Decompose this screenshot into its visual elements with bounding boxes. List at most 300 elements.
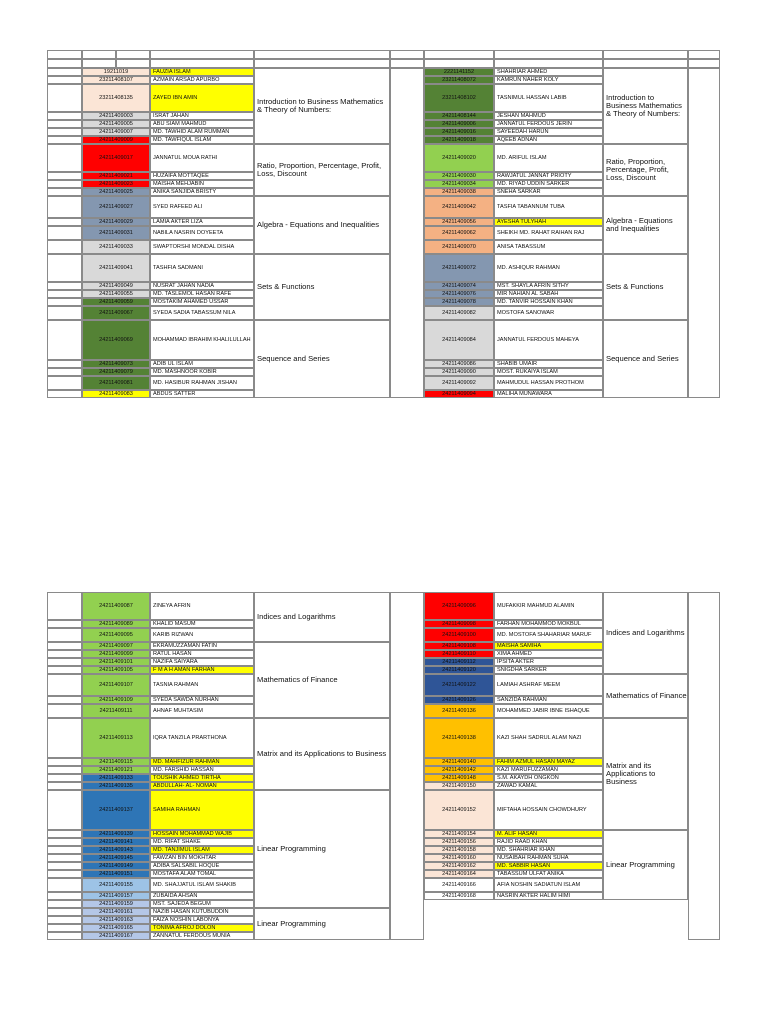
student-name: FAIZA NOSHIN LABONYA: [150, 916, 254, 924]
blank-cell: [47, 59, 82, 68]
blank-cell: [47, 790, 82, 830]
student-id: 24211409081: [82, 376, 150, 390]
student-name: JANNATUL MOUA RATHI: [150, 144, 254, 172]
student-id: 24211409038: [424, 188, 494, 196]
student-id: 24211409105: [82, 666, 150, 674]
student-name: HUZAIFA MOTTAQEE: [150, 172, 254, 180]
blank-cell: [47, 368, 82, 376]
blank-cell: [47, 862, 82, 870]
student-name: MD. TASLEMOL HASAN RAFE: [150, 290, 254, 298]
blank-cell: [47, 766, 82, 774]
blank-cell: [47, 674, 82, 696]
student-name: RAWJATUL JANNAT PRIOTY: [494, 172, 603, 180]
blank-cell: [254, 50, 390, 59]
student-name: M. ALIF HASAN: [494, 830, 603, 838]
topic-label: Introduction to Business Mathematics & Theory of Numbers:: [603, 68, 688, 144]
blank-cell: [47, 136, 82, 144]
student-id: 24211409069: [82, 320, 150, 360]
blank-cell: [47, 658, 82, 666]
blank-cell: [494, 50, 603, 59]
blank-cell: [47, 846, 82, 854]
blank-cell: [47, 226, 82, 240]
student-id: 24211409094: [424, 390, 494, 398]
student-name: NAZIFA SAIYARA: [150, 658, 254, 666]
student-id: 24211409137: [82, 790, 150, 830]
student-id: 24211409097: [82, 642, 150, 650]
student-id: 24211409049: [82, 282, 150, 290]
topic-label: Mathematics of Finance: [254, 642, 390, 718]
student-id: 24211409084: [424, 320, 494, 360]
student-name: AZMAIN ARSAD APURBO: [150, 76, 254, 84]
student-name: MD. TANJIMUL ISLAM: [150, 846, 254, 854]
student-id: 24211409145: [82, 854, 150, 862]
topic-label: Matrix and its Applications to Business: [603, 718, 688, 830]
blank-cell: [688, 592, 720, 940]
student-id: 24211409083: [82, 390, 150, 398]
student-id: 24211409034: [424, 180, 494, 188]
student-id: 24211409140: [424, 758, 494, 766]
blank-cell: [47, 282, 82, 290]
student-name: MUFAKKIR MAHMUD ALAMIN: [494, 592, 603, 620]
student-id: 24211409164: [424, 870, 494, 878]
student-id: 24211409138: [424, 718, 494, 758]
student-name: AYESHA TULYHAH: [494, 218, 603, 226]
student-id: 24211409096: [424, 592, 494, 620]
student-name: SYEDA SAWDA NURHAN: [150, 696, 254, 704]
student-name: MD. FARSHID HASSAN: [150, 766, 254, 774]
blank-cell: [47, 390, 82, 398]
topic-label: Matrix and its Applications to Business: [254, 718, 390, 790]
blank-cell: [47, 50, 82, 59]
student-id: 23211408107: [82, 76, 150, 84]
blank-cell: [688, 68, 720, 398]
student-id: 24211409122: [424, 674, 494, 696]
student-id: 24211409086: [424, 360, 494, 368]
student-id: 23211408072: [424, 76, 494, 84]
blank-cell: [47, 924, 82, 932]
student-id: 24211409152: [424, 790, 494, 830]
student-name: IPSITA AKTER: [494, 658, 603, 666]
student-id: 24211409143: [82, 846, 150, 854]
student-id: 24211409041: [82, 254, 150, 282]
student-name: MAISHA MEHJABIN: [150, 180, 254, 188]
student-name: ADIBA SALSABIL HOQUE: [150, 862, 254, 870]
student-name: SYEDA SADIA TABASSUM NILA: [150, 306, 254, 320]
student-id: 24211409023: [82, 180, 150, 188]
blank-cell: [603, 50, 688, 59]
student-name: NAZIB HASAN KUTUBUDDIN: [150, 908, 254, 916]
student-name: MD. MOSTOFA SHAHARIAR MARUF: [494, 628, 603, 642]
blank-cell: [47, 878, 82, 892]
blank-cell: [47, 320, 82, 360]
student-id: 24211409099: [82, 650, 150, 658]
student-name: ABDUS SATTER: [150, 390, 254, 398]
student-name: MD. ARIFUL ISLAM: [494, 144, 603, 172]
student-id: 24211409018: [424, 136, 494, 144]
student-id: 24211409108: [424, 642, 494, 650]
student-name: KARIB RIZWAN: [150, 628, 254, 642]
student-id: 24211409161: [82, 908, 150, 916]
student-name: F M A H AMAN FARHAN: [150, 666, 254, 674]
student-id: 23211408102: [424, 84, 494, 112]
blank-cell: [424, 59, 494, 68]
student-name: ZANNATUL FERDOUS MUNIA: [150, 932, 254, 940]
blank-cell: [47, 360, 82, 368]
student-id: 24211409095: [82, 628, 150, 642]
student-name: FAUZIA ISLAM: [150, 68, 254, 76]
student-id: 24211409150: [424, 782, 494, 790]
student-id: 24211409007: [82, 128, 150, 136]
student-id: 24211409082: [424, 306, 494, 320]
blank-cell: [150, 59, 254, 68]
student-name: MD. RIFAT SHAKE: [150, 838, 254, 846]
student-name: JANNATUL FERDOUS JERIN: [494, 120, 603, 128]
student-name: MST. SHAYLA AFRIN SITHY: [494, 282, 603, 290]
student-name: MOHAMMAD IBRAHIM KHALILULLAH: [150, 320, 254, 360]
student-id: 24211409092: [424, 376, 494, 390]
student-id: 24211409067: [82, 306, 150, 320]
student-id: 24211409136: [424, 704, 494, 718]
student-name: ZAYED IBN AMIN: [150, 84, 254, 112]
student-name: RAJID RAAD KHAN: [494, 838, 603, 846]
student-id: 24211409005: [82, 120, 150, 128]
student-name: ADIB UL ISLAM: [150, 360, 254, 368]
blank-cell: [254, 59, 390, 68]
blank-cell: [47, 144, 82, 172]
blank-cell: [424, 50, 494, 59]
student-name: MD. TAWHID ALAM RUMMAN: [150, 128, 254, 136]
topic-label: Mathematics of Finance: [603, 674, 688, 718]
student-id: 24211409062: [424, 226, 494, 240]
student-name: MD. HASIBUR RAHMAN JISHAN: [150, 376, 254, 390]
student-name: MIR NAHIAN AL SABAH: [494, 290, 603, 298]
student-id: 24211409016: [424, 128, 494, 136]
student-name: MD. SHAHRIAR KHAN: [494, 846, 603, 854]
blank-cell: [390, 68, 424, 398]
student-id: 24211409030: [424, 172, 494, 180]
blank-cell: [47, 650, 82, 658]
student-name: ABU SIAM MAHMUD: [150, 120, 254, 128]
student-name: SANZIDA RAHMAN: [494, 696, 603, 704]
student-id: 24211409163: [82, 916, 150, 924]
student-id: 24211409098: [424, 620, 494, 628]
blank-cell: [47, 290, 82, 298]
student-name: MOSTAKIM AHAMED USSAR: [150, 298, 254, 306]
blank-cell: [47, 180, 82, 188]
blank-cell: [390, 592, 424, 940]
blank-cell: [47, 900, 82, 908]
student-name: LAMIA AKTER LIZA: [150, 218, 254, 226]
student-name: SHEIKH MD. RAHAT RAIHAN RAJ: [494, 226, 603, 240]
student-name: ANIKA SANJIDA BRISTY: [150, 188, 254, 196]
blank-cell: [47, 704, 82, 718]
blank-cell: [47, 196, 82, 218]
student-id: 24211409135: [82, 782, 150, 790]
topic-label: Ratio, Proportion, Percentage, Profit, Loss, Discount: [603, 144, 688, 196]
blank-cell: [390, 50, 424, 59]
topic-label: Introduction to Business Mathematics & Theory of Numbers:: [254, 68, 390, 144]
student-id: 24211409168: [424, 892, 494, 900]
topic-label: Indices and Logarithms: [254, 592, 390, 642]
blank-cell: [688, 50, 720, 59]
student-id: 24211409025: [82, 188, 150, 196]
student-id: 24211409142: [424, 766, 494, 774]
student-id: 24211408144: [424, 112, 494, 120]
student-name: KAZI MARUFUZZAMAN: [494, 766, 603, 774]
student-name: TASNIA RAHMAN: [150, 674, 254, 696]
student-name: EKRAMUZZAMAN FATIN: [150, 642, 254, 650]
blank-cell: [47, 254, 82, 282]
blank-cell: [47, 76, 82, 84]
blank-cell: [47, 376, 82, 390]
student-id: 24211409021: [82, 172, 150, 180]
blank-cell: [47, 758, 82, 766]
student-id: 24211409087: [82, 592, 150, 620]
student-id: 24211409149: [82, 862, 150, 870]
student-name: LAMIAH ASHRAF MEEM: [494, 674, 603, 696]
student-id: 24211409160: [424, 854, 494, 862]
student-name: SAYEEDAH HARUN: [494, 128, 603, 136]
student-name: FAWZAN BIN MOKHTAR: [150, 854, 254, 862]
student-id: 24211409115: [82, 758, 150, 766]
student-id: 24211409162: [424, 862, 494, 870]
student-name: MD. MASHNOOR KOBIR: [150, 368, 254, 376]
student-id: 24211409156: [424, 838, 494, 846]
student-id: 24211409070: [424, 240, 494, 254]
student-name: MD. TAWFIQUL ISLAM: [150, 136, 254, 144]
blank-cell: [47, 932, 82, 940]
blank-cell: [47, 592, 82, 620]
student-name: ZAWAD KAMAL: [494, 782, 603, 790]
blank-cell: [47, 298, 82, 306]
student-name: S.M. AKAYDH ONGKON: [494, 774, 603, 782]
topic-label: Sets & Functions: [603, 254, 688, 320]
student-id: 24211409110: [424, 650, 494, 658]
student-name: ANISA TABASSUM: [494, 240, 603, 254]
student-name: TONIMA AFROJ DOLON: [150, 924, 254, 932]
student-id: 24211409031: [82, 226, 150, 240]
student-name: MD. TANVIR HOSSAIN KHAN: [494, 298, 603, 306]
blank-cell: [116, 50, 150, 59]
student-id: 24211409079: [82, 368, 150, 376]
student-name: IQRA TANZILA PRARTHONA: [150, 718, 254, 758]
student-id: 24211409141: [82, 838, 150, 846]
student-name: MOST. RUKAIYA ISLAM: [494, 368, 603, 376]
blank-cell: [47, 718, 82, 758]
student-id: 24211409078: [424, 298, 494, 306]
blank-cell: [47, 306, 82, 320]
topic-label: Ratio, Proportion, Percentage, Profit, Loss, Discount: [254, 144, 390, 196]
blank-cell: [47, 916, 82, 924]
blank-cell: [47, 908, 82, 916]
student-id: 24211409109: [82, 696, 150, 704]
blank-cell: [47, 620, 82, 628]
student-name: MOSTAFA ALAM TOMAL: [150, 870, 254, 878]
student-id: 24211409154: [424, 830, 494, 838]
student-name: MOHAMMED JABIR IBNE ISHAQUE: [494, 704, 603, 718]
student-name: TABASSUM ULFAT ANIKA: [494, 870, 603, 878]
student-name: FAHIM AZMUL HASAN MAYAZ: [494, 758, 603, 766]
blank-cell: [82, 50, 116, 59]
student-id: 24211409159: [82, 900, 150, 908]
student-name: SNIGDHA SARKER: [494, 666, 603, 674]
blank-cell: [47, 628, 82, 642]
student-name: NUSRAT JAHAN NADIA: [150, 282, 254, 290]
student-name: MST. SAJEDA BEGUM: [150, 900, 254, 908]
blank-cell: [47, 68, 82, 76]
student-name: MD. RIYAD UDDIN SARKER: [494, 180, 603, 188]
student-id: 24211409059: [82, 298, 150, 306]
student-id: 24211409165: [82, 924, 150, 932]
student-id: 24211409020: [424, 144, 494, 172]
blank-cell: [390, 59, 424, 68]
student-name: SNEHA SARKAR: [494, 188, 603, 196]
student-id: 24211409027: [82, 196, 150, 218]
blank-cell: [47, 240, 82, 254]
blank-cell: [82, 59, 116, 68]
topic-label: Indices and Logarithms: [603, 592, 688, 674]
student-id: 24211409151: [82, 870, 150, 878]
blank-cell: [47, 120, 82, 128]
student-id: 24211409158: [424, 846, 494, 854]
student-name: KAMRUN NAHER KOLY: [494, 76, 603, 84]
blank-cell: [116, 59, 150, 68]
student-id: 2221141152: [424, 68, 494, 76]
blank-cell: [47, 666, 82, 674]
student-name: SWAPTORSHI MONDAL DISHA: [150, 240, 254, 254]
blank-cell: [47, 218, 82, 226]
blank-cell: [47, 112, 82, 120]
student-id: 23211408135: [82, 84, 150, 112]
student-id: 24211409100: [424, 628, 494, 642]
student-id: 24211409074: [424, 282, 494, 290]
student-name: ABDULLAH- AL- NOMAN: [150, 782, 254, 790]
student-id: 19211019: [82, 68, 150, 76]
topic-label: Sets & Functions: [254, 254, 390, 320]
student-id: 24211409073: [82, 360, 150, 368]
blank-cell: [47, 696, 82, 704]
student-id: 24211409101: [82, 658, 150, 666]
topic-label: Algebra - Equations and Inequalities: [603, 196, 688, 254]
student-id: 24211409133: [82, 774, 150, 782]
student-id: 24211409089: [82, 620, 150, 628]
student-name: FARHAN MOHAMMOD MOKBUL: [494, 620, 603, 628]
student-id: 24211409072: [424, 254, 494, 282]
student-name: TASHFIA SADMANI: [150, 254, 254, 282]
student-name: MAHMUDUL HASSAN PROTHOM: [494, 376, 603, 390]
student-name: NABILA NASRIN DOYEETA: [150, 226, 254, 240]
student-name: SYED RAFEED ALI: [150, 196, 254, 218]
student-id: 24211409076: [424, 290, 494, 298]
student-id: 24211409126: [424, 696, 494, 704]
topic-label: Linear Programming: [254, 790, 390, 908]
blank-cell: [47, 870, 82, 878]
topic-label: Sequence and Series: [603, 320, 688, 398]
student-name: AFIA NOSHIN SADIATUN ISLAM: [494, 878, 603, 892]
student-id: 24211409121: [82, 766, 150, 774]
blank-cell: [47, 838, 82, 846]
blank-cell: [47, 84, 82, 112]
blank-cell: [47, 782, 82, 790]
student-name: MOSTOFA SANOWAR: [494, 306, 603, 320]
student-id: 24211409003: [82, 112, 150, 120]
blank-cell: [47, 642, 82, 650]
blank-cell: [688, 59, 720, 68]
student-id: 24211409006: [424, 120, 494, 128]
student-name: AHNAF MUHTASIM: [150, 704, 254, 718]
blank-cell: [47, 128, 82, 136]
student-name: KAZI SHAH SADRUL ALAM NAZI: [494, 718, 603, 758]
student-id: 24211409167: [82, 932, 150, 940]
student-name: ZUBAIDA AHSAN: [150, 892, 254, 900]
student-id: 24211409157: [82, 892, 150, 900]
student-name: HOSSAIN MOHAMMAD WAJIB: [150, 830, 254, 838]
student-id: 24211409166: [424, 878, 494, 892]
student-name: TOUSHIK AHMED TIRTHA: [150, 774, 254, 782]
student-id: 24211409017: [82, 144, 150, 172]
student-id: 24211409113: [82, 718, 150, 758]
blank-cell: [150, 50, 254, 59]
student-name: SHABIB UMAIR: [494, 360, 603, 368]
topic-label: Algebra - Equations and Inequalities: [254, 196, 390, 254]
student-id: 24211409139: [82, 830, 150, 838]
blank-cell: [47, 854, 82, 862]
student-id: 24211409042: [424, 196, 494, 218]
student-name: MIFTAHA HOSSAIN CHOWDHURY: [494, 790, 603, 830]
blank-cell: [494, 59, 603, 68]
student-name: RATUL HASAN: [150, 650, 254, 658]
blank-cell: [47, 172, 82, 180]
student-id: 24211409107: [82, 674, 150, 696]
topic-label: Sequence and Series: [254, 320, 390, 398]
student-id: 24211409120: [424, 666, 494, 674]
student-id: 24211409033: [82, 240, 150, 254]
student-name: AQEEB ADNAN: [494, 136, 603, 144]
student-name: ZINEYA AFRIN: [150, 592, 254, 620]
student-name: MD. ASHIQUR RAHMAN: [494, 254, 603, 282]
topic-label: Linear Programming: [254, 908, 390, 940]
topic-label: Linear Programming: [603, 830, 688, 900]
blank-cell: [47, 830, 82, 838]
blank-cell: [603, 59, 688, 68]
student-id: 24211409009: [82, 136, 150, 144]
student-name: MD. SHAJJATUL ISLAM SHAKIB: [150, 878, 254, 892]
student-id: 24211409111: [82, 704, 150, 718]
student-id: 24211409155: [82, 878, 150, 892]
student-name: JANNATUL FERDOUS MAHEYA: [494, 320, 603, 360]
blank-cell: [47, 892, 82, 900]
student-id: 24211409090: [424, 368, 494, 376]
student-name: TASFIA TABANNUM TUBA: [494, 196, 603, 218]
student-name: JESHAN MAHMUD: [494, 112, 603, 120]
student-name: SHAHRIAR AHMED: [494, 68, 603, 76]
student-name: MAISHA SAMIHA: [494, 642, 603, 650]
student-id: 24211409112: [424, 658, 494, 666]
student-name: MD. MAHFIZUR RAHMAN: [150, 758, 254, 766]
student-id: 24211409029: [82, 218, 150, 226]
blank-cell: [47, 188, 82, 196]
student-id: 24211409056: [424, 218, 494, 226]
student-name: MALIHA MUNAWARA: [494, 390, 603, 398]
student-name: NASRIN AKTER HALIM HIMI: [494, 892, 603, 900]
student-name: XIMA AHMED: [494, 650, 603, 658]
student-id: 24211409055: [82, 290, 150, 298]
student-name: MD. SABBIR HASAN: [494, 862, 603, 870]
student-name: KHALID MASUM: [150, 620, 254, 628]
blank-cell: [47, 774, 82, 782]
student-name: NUSAIBAH RAHMAN SUHA: [494, 854, 603, 862]
student-name: TASNIMUL HASSAN LABIB: [494, 84, 603, 112]
